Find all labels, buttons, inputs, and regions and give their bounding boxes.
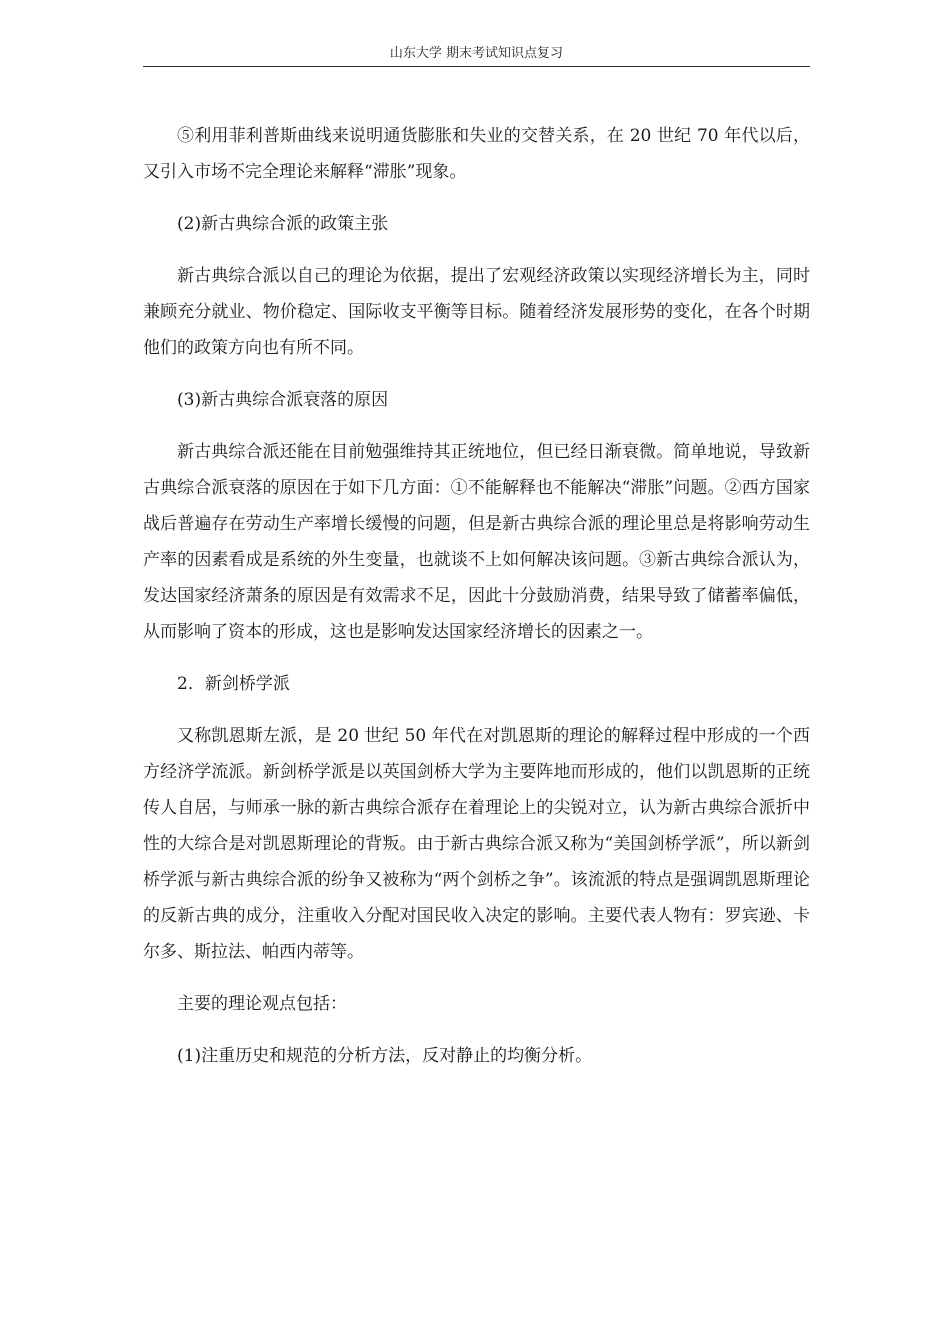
page-header: 山东大学 期末考试知识点复习 <box>389 46 564 61</box>
list-item-view-1: (1)注重历史和规范的分析方法，反对静止的均衡分析。 <box>177 1046 593 1066</box>
paragraph-phillips-curve: ⑤利用菲利普斯曲线来说明通货膨胀和失业的交替关系，在 20 世纪 70 年代以后，又引入市场不完全理论来解释“滞胀”现象。 <box>143 126 810 182</box>
header-divider <box>143 66 810 67</box>
section-heading-main-views: 主要的理论观点包括： <box>177 994 347 1014</box>
paragraph-decline: 新古典综合派还能在目前勉强维持其正统地位，但已经日渐衰微。简单地说，导致新古典综合派衰落的原因在于如下几方面：①不能解释也不能解决“滞胀”问题。②西方国家战后普遍存在劳动生产率增长缓慢的问题，但是新古典综合派的理论里总是将影响劳动生产率的因素看成是系统的外生变量，也就谈不上如何解决该问题。③新古典综合派认为，发达国家经济萧条的原因是有效需求不足，因此十分鼓励消费，结果导致了储蓄率偏低，从而影响了资本的形成，这也是影响发达国家经济增长的因素之一。 <box>143 442 810 642</box>
section-heading-new-cambridge: 2．新剑桥学派 <box>177 674 290 694</box>
section-heading-policy: (2)新古典综合派的政策主张 <box>177 214 389 234</box>
paragraph-policy: 新古典综合派以自己的理论为依据，提出了宏观经济政策以实现经济增长为主，同时兼顾充分就业、物价稳定、国际收支平衡等目标。随着经济发展形势的变化，在各个时期他们的政策方向也有所不同。 <box>143 266 810 358</box>
paragraph-new-cambridge: 又称凯恩斯左派，是 20 世纪 50 年代在对凯恩斯的理论的解释过程中形成的一个西方经济学流派。新剑桥学派是以英国剑桥大学为主要阵地而形成的，他们以凯恩斯的正统传人自居，与师承一脉的新古典综合派存在着理论上的尖锐对立，认为新古典综合派折中性的大综合是对凯恩斯理论的背叛。由于新古典综合派又称为“美国剑桥学派”，所以新剑桥学派与新古典综合派的纷争又被称为“两个剑桥之争”。该流派的特点是强调凯恩斯理论的反新古典的成分，注重收入分配对国民收入决定的影响。主要代表人物有：罗宾逊、卡尔多、斯拉法、帕西内蒂等。 <box>143 726 810 962</box>
section-heading-decline: (3)新古典综合派衰落的原因 <box>177 390 389 410</box>
document-body <box>143 118 810 1090</box>
